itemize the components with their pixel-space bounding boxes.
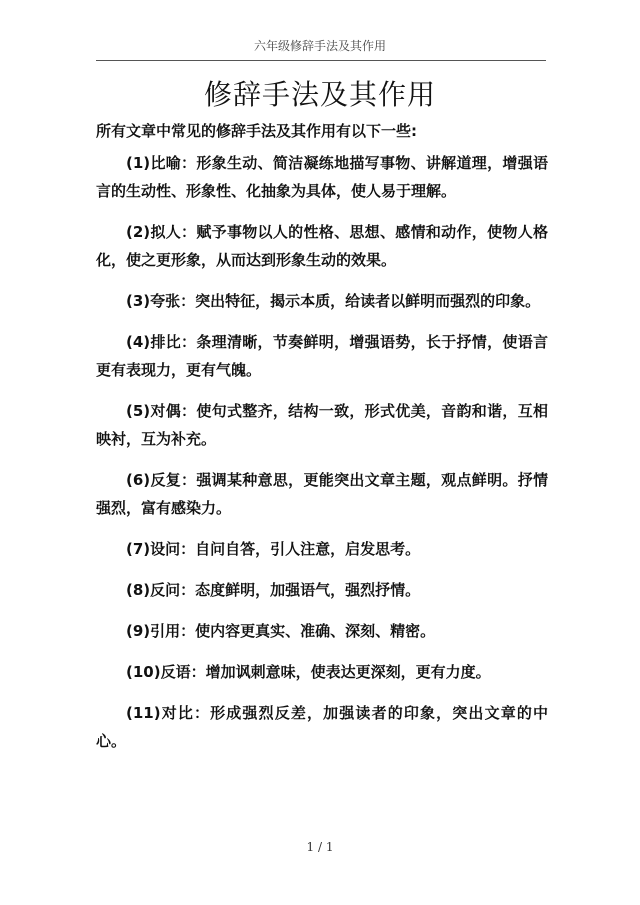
- running-header: 六年级修辞手法及其作用: [253, 39, 386, 53]
- intro-paragraph: 所有文章中常见的修辞手法及其作用有以下一些:: [96, 122, 418, 140]
- rhetoric-item-hyperbole: (3)夸张：突出特征，揭示本质，给读者以鲜明而强烈的印象。: [126, 292, 541, 310]
- rhetoric-item-personification: (2)拟人：赋予事物以人的性格、思想、感情和动作，使物人格化，使之更形象，从而达到形象生动的效果。: [96, 223, 548, 269]
- header-divider: [96, 60, 546, 61]
- document-body: [96, 117, 548, 768]
- rhetoric-item-contrast: (11)对比：形成强烈反差，加强读者的印象，突出文章的中心。: [96, 704, 548, 750]
- rhetoric-item-parallelism: (4)排比：条理清晰，节奏鲜明，增强语势，长于抒情，使语言更有表现力，更有气魄。: [96, 333, 548, 379]
- page-number: 1 / 1: [306, 840, 334, 854]
- rhetoric-item-antithesis: (5)对偶：使句式整齐，结构一致，形式优美，音韵和谐，互相映衬，互为补充。: [96, 402, 548, 448]
- document-title: 修辞手法及其作用: [203, 78, 436, 111]
- rhetoric-item-repetition: (6)反复：强调某种意思，更能突出文章主题，观点鲜明。抒情强烈，富有感染力。: [96, 471, 548, 517]
- rhetoric-item-irony: (10)反语：增加讽刺意味，使表达更深刻，更有力度。: [126, 663, 491, 681]
- rhetoric-item-counter-question: (8)反问：态度鲜明，加强语气，强烈抒情。: [126, 581, 421, 599]
- rhetoric-item-quotation: (9)引用：使内容更真实、准确、深刻、精密。: [126, 622, 436, 640]
- rhetoric-item-metaphor: (1)比喻：形象生动、简洁凝练地描写事物、讲解道理，增强语言的生动性、形象性、化抽象为具体，使人易于理解。: [96, 154, 548, 200]
- rhetoric-item-rhetorical-question: (7)设问：自问自答，引人注意，启发思考。: [126, 540, 421, 558]
